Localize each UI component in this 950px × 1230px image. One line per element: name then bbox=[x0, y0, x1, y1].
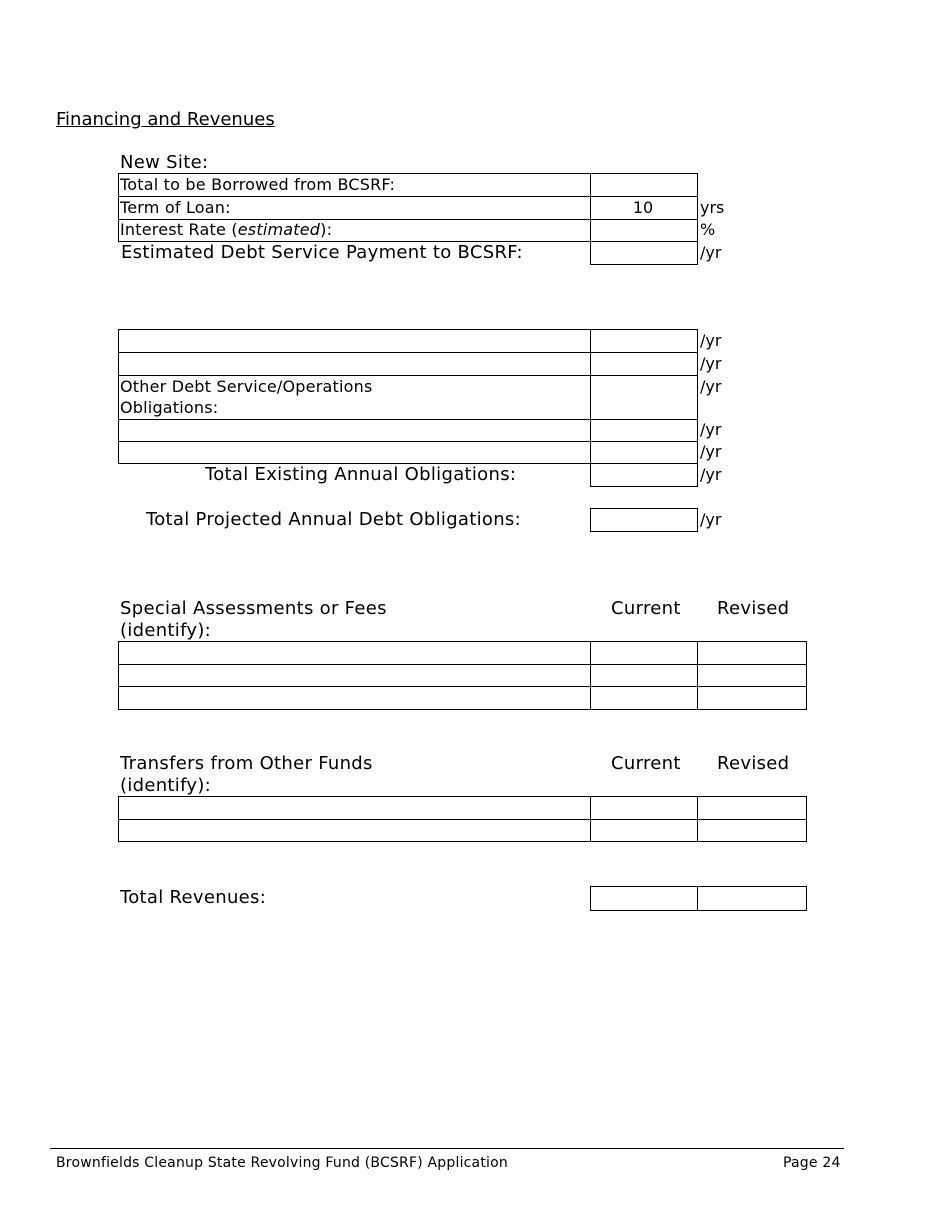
other-obligations-label-line1: Other Debt Service/Operations bbox=[120, 377, 373, 396]
transfer-row-2-revised[interactable] bbox=[697, 819, 807, 842]
obligation-row-4-value[interactable] bbox=[590, 419, 698, 442]
transfers-label-line1: Transfers from Other Funds bbox=[120, 753, 373, 774]
debt-service-field[interactable] bbox=[590, 241, 698, 265]
transfer-row-1-revised[interactable] bbox=[697, 796, 807, 820]
transfers-label-line2: (identify): bbox=[120, 775, 212, 796]
transfers-current-header: Current bbox=[611, 753, 681, 774]
transfer-row-2-name[interactable] bbox=[118, 819, 591, 842]
total-projected-field[interactable] bbox=[590, 508, 698, 532]
transfer-row-1-name[interactable] bbox=[118, 796, 591, 820]
total-revenues-revised[interactable] bbox=[697, 886, 807, 911]
obligation-row-2-unit: /yr bbox=[700, 354, 722, 373]
footer-divider bbox=[50, 1148, 844, 1149]
obligation-row-4-unit: /yr bbox=[700, 420, 722, 439]
assessment-row-2-current[interactable] bbox=[590, 664, 698, 687]
special-assessments-label-line2: (identify): bbox=[120, 620, 212, 641]
debt-service-unit: /yr bbox=[700, 243, 722, 262]
new-site-heading: New Site: bbox=[120, 152, 209, 173]
term-unit: yrs bbox=[700, 198, 725, 217]
interest-unit: % bbox=[700, 220, 716, 239]
assessment-row-3-revised[interactable] bbox=[697, 686, 807, 710]
obligation-row-1-value[interactable] bbox=[590, 329, 698, 353]
other-obligations-value[interactable] bbox=[590, 375, 698, 420]
obligation-row-1-unit: /yr bbox=[700, 331, 722, 350]
other-obligations-label-line2: Obligations: bbox=[120, 398, 219, 417]
obligation-row-2-value[interactable] bbox=[590, 352, 698, 376]
transfer-row-1-current[interactable] bbox=[590, 796, 698, 820]
assessment-row-3-name[interactable] bbox=[118, 686, 591, 710]
obligation-row-5-value[interactable] bbox=[590, 441, 698, 464]
assessment-row-2-name[interactable] bbox=[118, 664, 591, 687]
total-projected-label: Total Projected Annual Debt Obligations: bbox=[146, 509, 521, 530]
other-obligations-unit: /yr bbox=[700, 377, 722, 396]
assessment-row-3-current[interactable] bbox=[590, 686, 698, 710]
interest-field[interactable] bbox=[590, 219, 698, 242]
total-borrowed-label: Total to be Borrowed from BCSRF: bbox=[120, 175, 396, 194]
assessment-row-2-revised[interactable] bbox=[697, 664, 807, 687]
obligation-row-2-label[interactable] bbox=[118, 352, 591, 376]
special-assessments-current-header: Current bbox=[611, 598, 681, 619]
page-number: Page 24 bbox=[783, 1155, 841, 1171]
term-value: 10 bbox=[632, 198, 654, 217]
footer-title: Brownfields Cleanup State Revolving Fund (BCSRF) Application bbox=[56, 1155, 508, 1171]
page-title: Financing and Revenues bbox=[56, 109, 275, 130]
obligation-row-1-label[interactable] bbox=[118, 329, 591, 353]
total-existing-label: Total Existing Annual Obligations: bbox=[205, 464, 517, 485]
total-existing-field[interactable] bbox=[590, 463, 698, 487]
assessment-row-1-current[interactable] bbox=[590, 641, 698, 665]
special-assessments-label-line1: Special Assessments or Fees bbox=[120, 598, 387, 619]
debt-service-label: Estimated Debt Service Payment to BCSRF: bbox=[121, 242, 523, 263]
total-revenues-current[interactable] bbox=[590, 886, 698, 911]
assessment-row-1-name[interactable] bbox=[118, 641, 591, 665]
interest-label: Interest Rate (estimated): bbox=[120, 220, 333, 239]
total-projected-unit: /yr bbox=[700, 510, 722, 529]
obligation-row-5-label[interactable] bbox=[118, 441, 591, 464]
assessment-row-1-revised[interactable] bbox=[697, 641, 807, 665]
special-assessments-revised-header: Revised bbox=[717, 598, 790, 619]
obligation-row-5-unit: /yr bbox=[700, 442, 722, 461]
term-label: Term of Loan: bbox=[120, 198, 231, 217]
total-existing-unit: /yr bbox=[700, 465, 722, 484]
obligation-row-4-label[interactable] bbox=[118, 419, 591, 442]
total-revenues-label: Total Revenues: bbox=[120, 887, 267, 908]
transfer-row-2-current[interactable] bbox=[590, 819, 698, 842]
transfers-revised-header: Revised bbox=[717, 753, 790, 774]
total-borrowed-field[interactable] bbox=[590, 173, 698, 197]
